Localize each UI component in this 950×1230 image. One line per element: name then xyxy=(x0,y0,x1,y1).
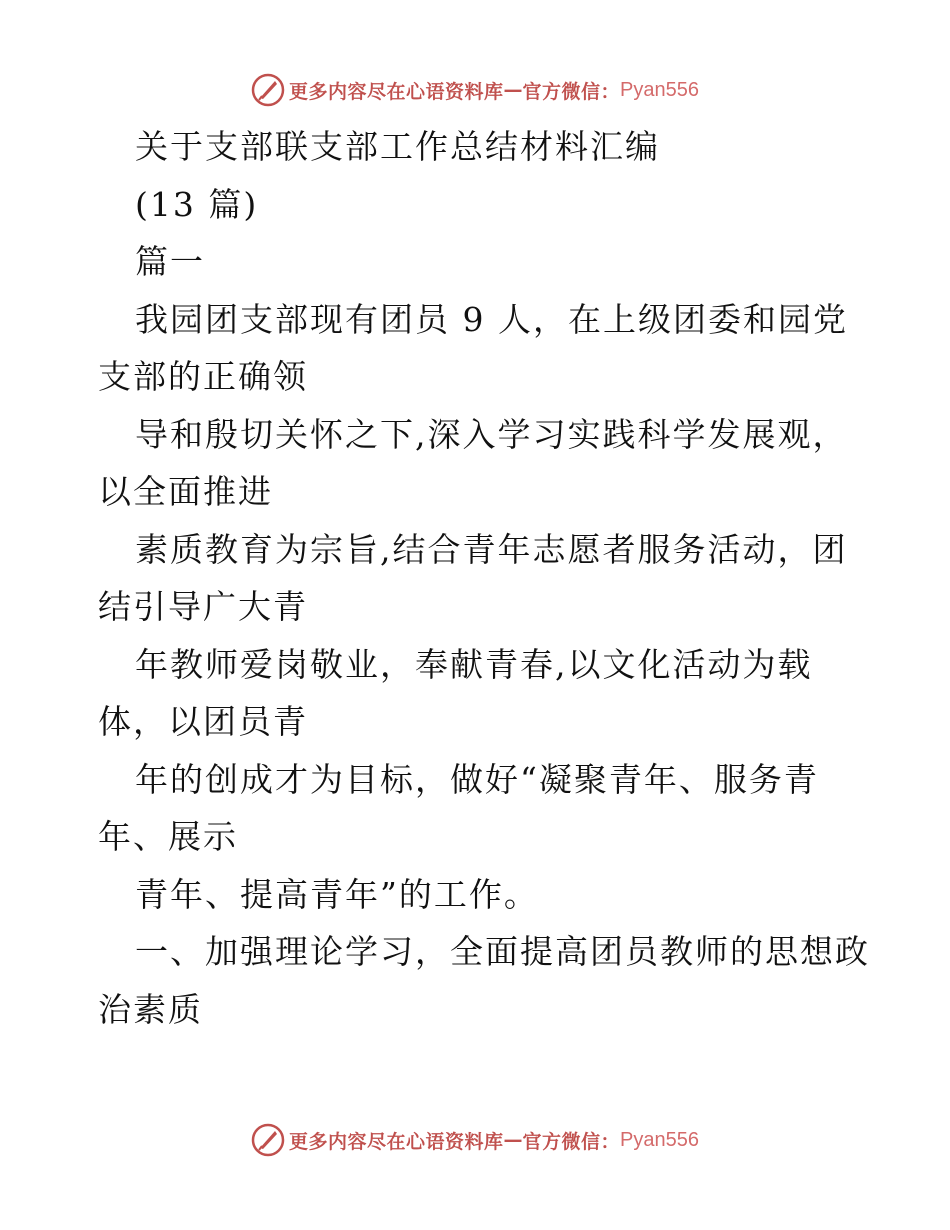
section-heading: 一、加强理论学习，全面提高团员教师的思想政 xyxy=(135,932,870,971)
paragraph-line: 年的创成才为目标，做好“凝聚青年、服务青 xyxy=(135,759,819,799)
paragraph-line: 年教师爱岗敬业，奉献青春,以文化活动为载 xyxy=(135,644,813,684)
paragraph-line: 导和殷切关怀之下,深入学习实践科学发展观， xyxy=(135,414,848,454)
banner-suffix: 官方微信： xyxy=(522,1130,621,1153)
paragraph-line: 治素质 xyxy=(98,989,203,1029)
paragraph-line: 我园团支部现有团员 9 人，在上级团委和园党 xyxy=(135,299,848,339)
paragraph-line: 素质教育为宗旨,结合青年志愿者服务活动，团 xyxy=(135,529,848,569)
banner-suffix: 官方微信： xyxy=(522,80,621,103)
banner-wechat-id: Pyan556 xyxy=(620,78,699,101)
quill-logo-icon xyxy=(251,1123,285,1157)
paragraph-line: 体，以团员青 xyxy=(98,702,308,741)
banner-text: 更多内容尽在心语资料库 xyxy=(289,1130,504,1153)
paragraph-line: 结引导广大青 xyxy=(98,587,308,626)
paragraph-line: 年、展示 xyxy=(98,817,238,856)
paragraph-line: 支部的正确领 xyxy=(98,357,308,396)
document-body xyxy=(98,118,870,1038)
document-title: 关于支部联支部工作总结材料汇编 xyxy=(135,127,660,166)
banner-separator: — xyxy=(503,1129,523,1151)
footer-banner xyxy=(0,1120,950,1160)
paragraph-line: 以全面推进 xyxy=(98,472,273,511)
banner-wechat-id: Pyan556 xyxy=(620,1128,699,1151)
document-subtitle: (13 篇) xyxy=(135,184,259,224)
banner-separator: — xyxy=(503,79,523,101)
paragraph-line: 青年、提高青年”的工作。 xyxy=(135,874,539,914)
header-banner xyxy=(0,70,950,110)
banner-text: 更多内容尽在心语资料库 xyxy=(289,80,504,103)
quill-logo-icon xyxy=(251,73,285,107)
section-heading: 篇一 xyxy=(135,242,205,281)
